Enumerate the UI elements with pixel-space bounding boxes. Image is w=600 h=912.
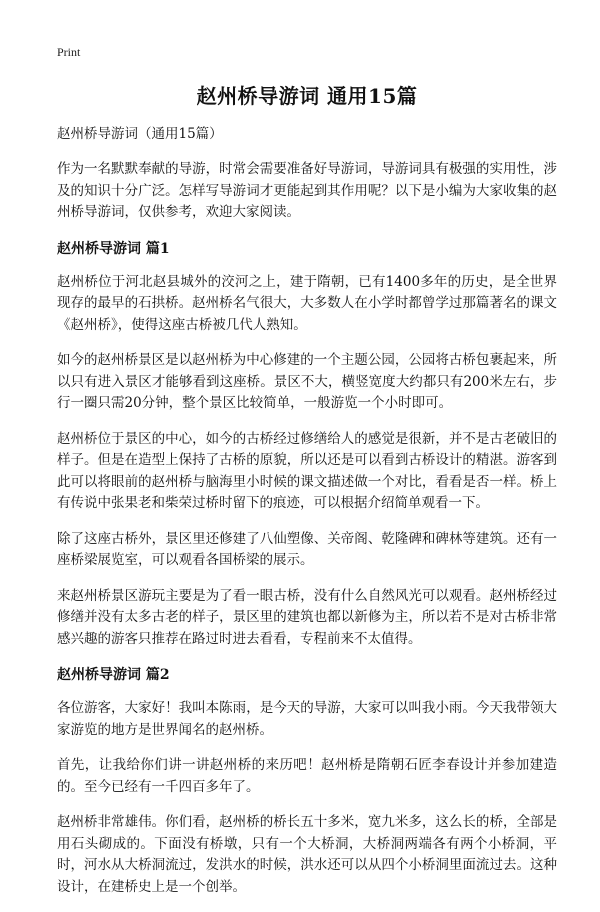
paragraph: 如今的赵州桥景区是以赵州桥为中心修建的一个主题公园，公园将古桥包裹起来，所以只有进入景区才能够看到这座桥。景区不大，横竖宽度大约都只有200米左右，步行一圈只需20分钟，整个景区比较简单，一般游览一个小时即可。 — [57, 352, 557, 411]
paragraph: 来赵州桥景区游玩主要是为了看一眼古桥，没有什么自然风光可以观看。赵州桥经过修缮并没有太多古老的样子，景区里的建筑也都以新修为主，所以若不是对古桥非常感兴趣的游客只推荐在路过时进去看看，专程前来不太值得。 — [57, 587, 557, 647]
paragraph: 各位游客，大家好！我叫本陈雨，是今天的导游，大家可以叫我小雨。今天我带领大家游览的地方是世界闻名的赵州桥。 — [57, 700, 557, 738]
paragraph: 赵州桥非常雄伟。你们看，赵州桥的桥长五十多米，宽九米多，这么长的桥，全部是用石头砌成的。下面没有桥墩，只有一个大桥洞，大桥洞两端各有两个小桥洞，平时，河水从大桥洞流过，发洪水的时候，洪水还可以从四个小桥洞里面流过去。这种设计，在建桥史上是一个创举。 — [57, 814, 557, 895]
page-title: 赵州桥导游词 通用15篇 — [196, 84, 418, 108]
print-link[interactable]: Print — [57, 45, 81, 59]
paragraph: 赵州桥位于河北赵县城外的洨河之上，建于隋朝，已有1400多年的历史，是全世界现存的最早的石拱桥。赵州桥名气很大，大多数人在小学时都曾学过那篇著名的课文《赵州桥》，使得这座古桥被几代人熟知。 — [57, 273, 557, 333]
paragraph: 除了这座古桥外，景区里还修建了八仙塑像、关帝阁、乾隆碑和碑林等建筑。还有一座桥梁展览室，可以观看各国桥梁的展示。 — [57, 530, 557, 568]
paragraph: 赵州桥位于景区的中心，如今的古桥经过修缮给人的感觉是很新，并不是古老破旧的样子。但是在造型上保持了古桥的原貌，所以还是可以看到古桥设计的精湛。游客到此可以将眼前的赵州桥与脑海里小时候的课文描述做一个对比，看看是否一样。桥上有传说中张果老和柴荣过桥时留下的痕迹，可以根据介绍简单观看一下。 — [57, 430, 557, 511]
paragraph: 首先，让我给你们讲一讲赵州桥的来历吧！赵州桥是隋朝石匠李春设计并参加建造的。至今已经有一千四百多年了。 — [57, 757, 557, 795]
section-heading-1: 赵州桥导游词 篇1 — [57, 240, 170, 257]
article-subtitle: 赵州桥导游词（通用15篇） — [57, 126, 223, 142]
intro-paragraph: 作为一名默默奉献的导游，时常会需要准备好导游词，导游词具有极强的实用性，涉及的知识十分广泛。怎样写导游词才更能起到其作用呢？以下是小编为大家收集的赵州桥导游词，仅供参考，欢迎大家阅读。 — [57, 161, 557, 220]
article — [57, 80, 557, 912]
section-heading-2: 赵州桥导游词 篇2 — [57, 667, 170, 683]
